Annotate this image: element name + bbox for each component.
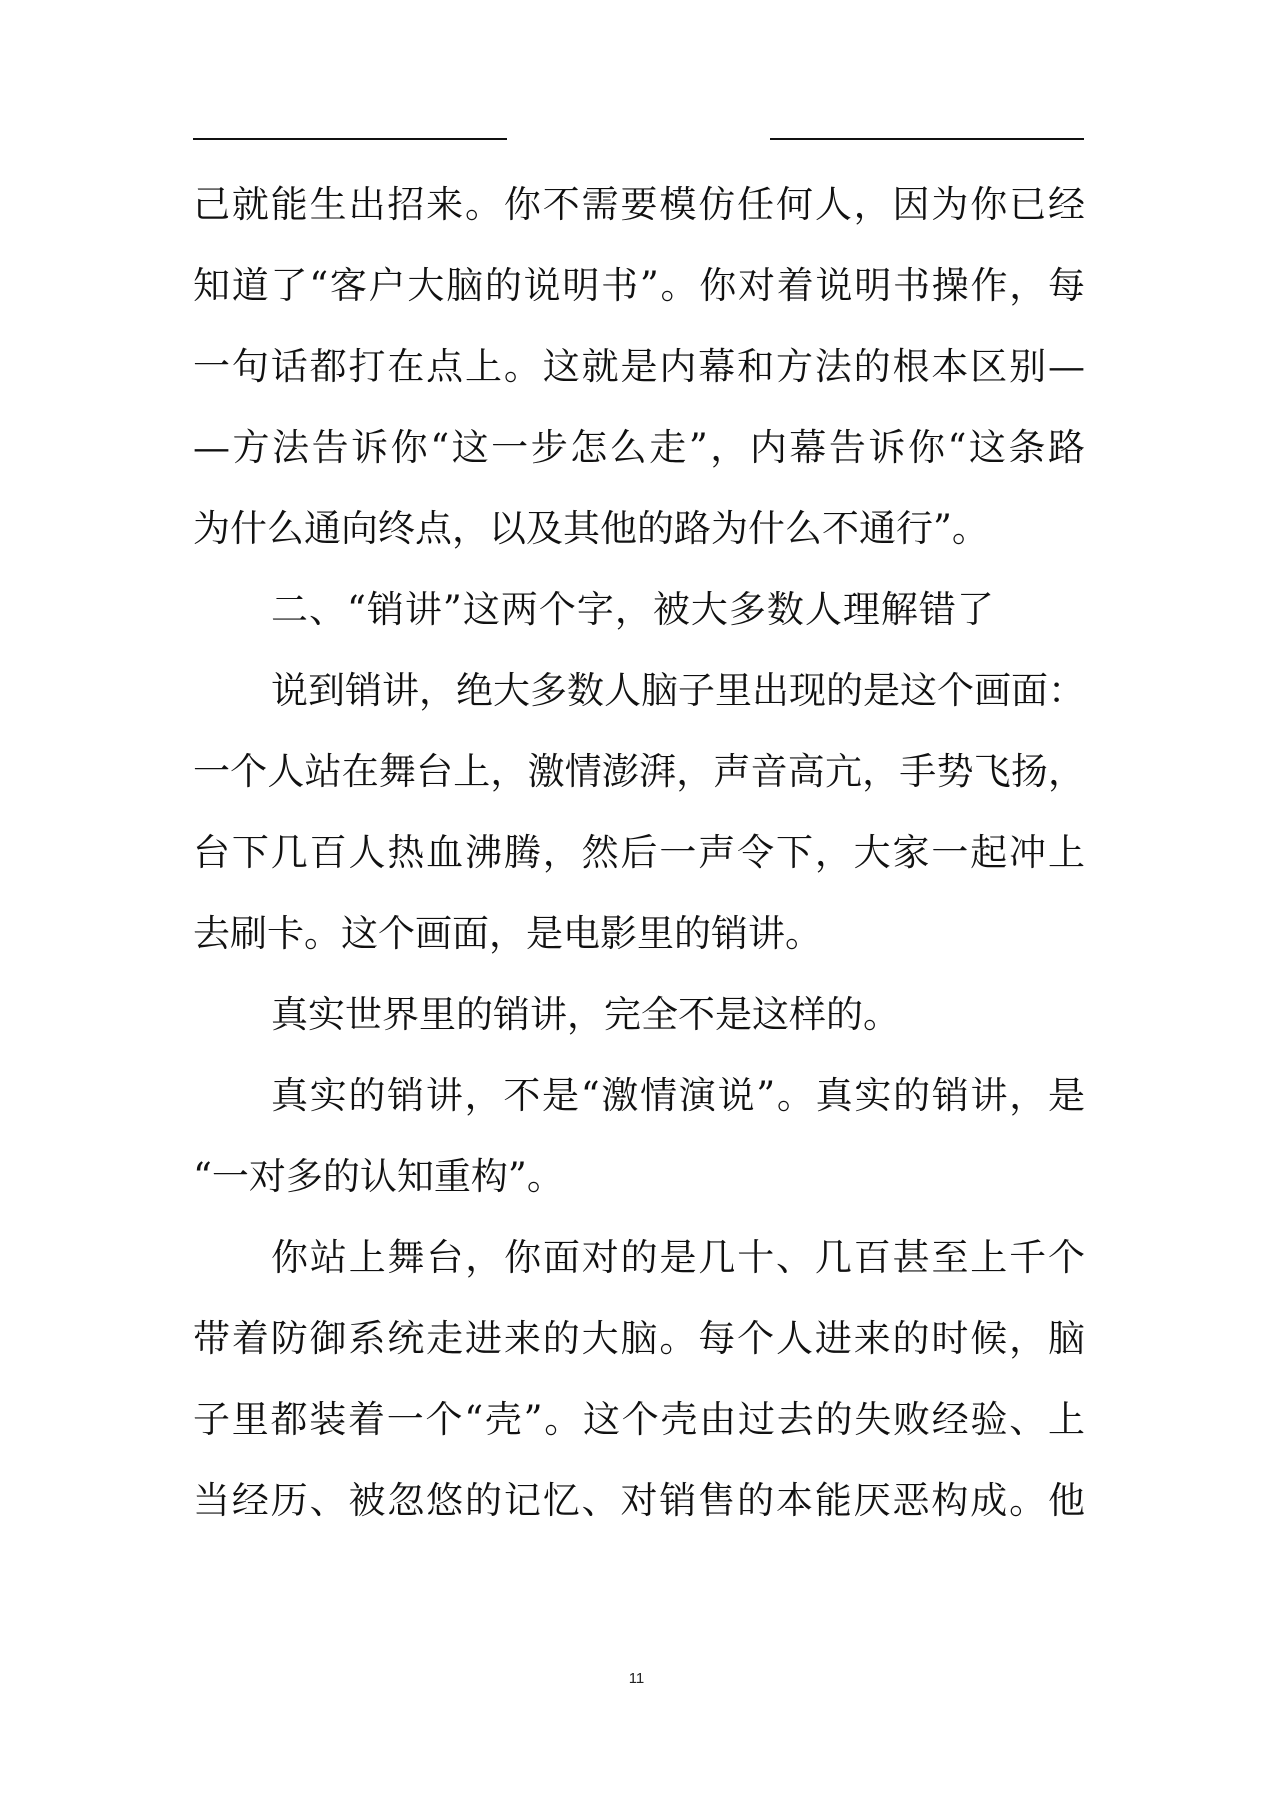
text-line: 为什么通向终点，以及其他的路为什么不通行”。: [193, 507, 989, 550]
text-line: —方法告诉你“这一步怎么走”，内幕告诉你“这条路: [193, 426, 1085, 469]
text-line: 真实的销讲，不是“激情演说”。真实的销讲，是: [271, 1074, 1085, 1117]
text-line: 一个人站在舞台上，激情澎湃，声音高亢，手势飞扬，: [193, 750, 1085, 793]
text-line: 己就能生出招来。你不需要模仿任何人，因为你已经: [193, 183, 1085, 226]
text-line: 带着防御系统走进来的大脑。每个人进来的时候，脑: [193, 1317, 1085, 1360]
paragraph-continuation: [193, 164, 1085, 569]
text-line: “一对多的认知重构”。: [193, 1155, 564, 1198]
page-number: 11: [628, 1670, 645, 1687]
text-line: 说到销讲，绝大多数人脑子里出现的是这个画面：: [271, 669, 1085, 712]
header-rule-right: [770, 138, 1084, 140]
paragraph: [193, 650, 1085, 974]
text-line: 一句话都打在点上。这就是内幕和方法的根本区别—: [193, 345, 1085, 388]
text-line: 知道了“客户大脑的说明书”。你对着说明书操作，每: [193, 264, 1085, 307]
section-heading: 二、“销讲”这两个字，被大多数人理解错了: [271, 588, 995, 631]
paragraph: [193, 1055, 1085, 1217]
text-line: 你站上舞台，你面对的是几十、几百甚至上千个: [271, 1236, 1085, 1279]
paragraph: [193, 1217, 1085, 1541]
text-line: 子里都装着一个“壳”。这个壳由过去的失败经验、上: [193, 1398, 1085, 1441]
text-line: 当经历、被忽悠的记忆、对销售的本能厌恶构成。他: [193, 1479, 1085, 1522]
body-text: [193, 164, 1085, 1541]
text-line: 去刷卡。这个画面，是电影里的销讲。: [193, 912, 822, 955]
text-line: 真实世界里的销讲，完全不是这样的。: [271, 993, 900, 1036]
paragraph: [193, 974, 1085, 1055]
text-line: 台下几百人热血沸腾，然后一声令下，大家一起冲上: [193, 831, 1085, 874]
header-rule-left: [193, 138, 507, 140]
